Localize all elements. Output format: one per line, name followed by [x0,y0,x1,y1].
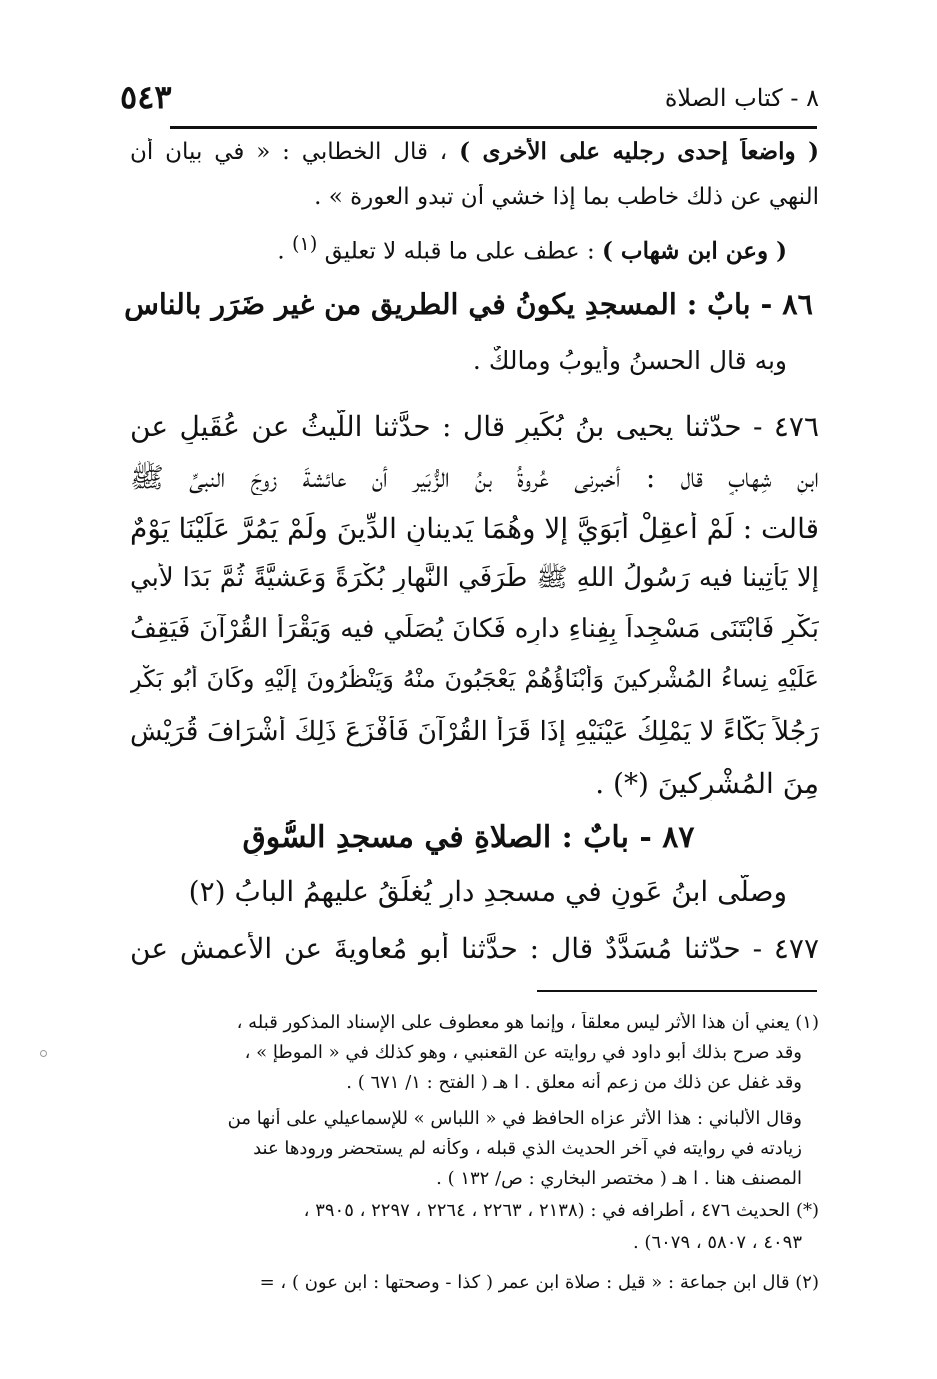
footnote-line: (٢) قال ابن جماعة : « قيل : صلاة ابن عمر ( كذا - وصحتها : ابن عون ) ، = [259,1272,819,1293]
hadith-476-line: رَجُلاً بَكَّاءً لا يَمْلِكُ عَيْنَيْهِ إذَا قَرَأَ القُرْآنَ فَأَفْزَعَ ذَلِكَ أَشْرَافَ قُرَيْشٍ [130,716,819,747]
footnote-line: (*) الحديث ٤٧٦ ، أطرافه في : (٢١٣٨ ، ٢٢٦٣ ، ٢٢٦٤ ، ٢٢٩٧ ، ٣٩٠٥ ، [303,1200,819,1221]
hadith-476-line: ابنِ شِهابٍ قال : أخبرني عُروةُ بنُ الزُّبَيرِ أن عائشةَ زوجَ النبيِّ ﷺ [130,461,819,494]
commentary-bold-phrase: ( واضعاً إحدى رجليه على الأخرى ) [459,138,819,165]
chapter-86-subline: وبه قال الحسنُ وأيوبُ ومالكٌ . [472,346,787,375]
hadith-476-line: إلا يَأْتِينا فيه رَسُولُ اللهِ ﷺ طَرَفَي النَّهارِ بُكْرَةً وَعَشيَّةً ثُمَّ بَدَا لأَبي [130,563,819,593]
commentary-line-2: النهي عن ذلك خاطب بما إذا خشي أن تبدو العورة » . [314,184,819,210]
period: . [277,238,285,265]
page-number: ٥٤٣ [120,78,172,116]
footnote-rule [537,990,817,992]
hadith-476-line: ٤٧٦ - حدّثنا يحيى بنُ بُكَيرٍ قال : حدَّثنا اللَّيثُ عن عُقَيلٍ عن [130,410,819,443]
footnote-line: ٤٠٩٣ ، ٥٨٠٧ ، ٦٠٧٩) . [632,1232,802,1253]
hadith-476-line: مِنَ المُشْرِكينَ (*) . [595,767,819,800]
margin-dot [40,1050,47,1057]
header-rule [170,126,817,129]
commentary-text: : عطف على ما قبله لا تعليق [324,238,595,265]
hadith-476-line: عَلَيْهِ نِساءُ المُشْرِكينَ وَأَبْنَاؤُهُمْ يَعْجَبُونَ منْهُ وَيَنْظُرُونَ إلَيْهِ وكَانَ أَبُو بَكْرٍ [130,665,819,693]
commentary-text: ، قال الخطابي : « في بيان أن [130,139,448,165]
commentary-line-3 [130,232,787,266]
chapter-87-subline: وصلَّى ابنُ عَونٍ في مسجدِ دارٍ يُغلَقُ عليهمُ البابُ (٢) [188,875,787,908]
chapter-heading-86: ٨٦ - بابٌ : المسجدِ يكونُ في الطريقِ من غيرِ ضَرَرٍ بالناسِ [124,287,813,321]
running-title: ٨ - كتاب الصلاة [664,84,819,112]
commentary-line-1 [130,138,819,167]
page-header [120,78,819,124]
footnote-line: (١) يعني أن هذا الأثر ليس معلقاً ، وإنما هو معطوف على الإسناد المذكور قبله ، [236,1012,819,1033]
commentary-bold-phrase: ( وعن ابن شهاب ) [602,237,787,265]
hadith-476-line: بَكْرٍ فَابْتَنَى مَسْجِداً بِفِناءِ دارِه فَكانَ يُصَلِّي فيه وَيَقْرَأُ القُرْآنَ فَيَقِفُ [130,614,819,644]
footnote-line: وقد غفل عن ذلك من زعم أنه معلق . ا هـ ( الفتح : ١/ ٦٧١ ) . [346,1072,802,1093]
hadith-476-line: قالت : لَمْ أَعقِلْ أَبَوَيَّ إلا وهُمَا يَدينانِ الدِّينَ ولَمْ يَمُرَّ عَلَيْنَا يَوْمٌ [130,512,819,545]
footnote-ref: (١) [292,232,318,255]
footnote-line: المصنف هنا . ا هـ ( مختصر البخاري : ص/ ١٣٢ ) . [436,1168,802,1189]
footnote-line: وقال الألباني : هذا الأثر عزاه الحافظ في « اللباس » للإسماعيلي على أنها من [227,1108,802,1129]
footnote-line: زيادته في روايته في آخر الحديث الذي قبله ، وكأنه لم يستحضر ورودها عند [253,1138,802,1159]
hadith-477-line: ٤٧٧ - حدّثنا مُسَدَّدٌ قال : حدَّثنا أبو مُعاويةَ عنِ الأعمشِ عن [130,932,819,965]
footnote-line: وقد صرح بذلك أبو داود في روايته عن القعنبي ، وهو كذلك في « الموطإ » ، [244,1042,802,1063]
chapter-heading-87: ٨٧ - بابٌ : الصلاةِ في مسجدِ السُّوقِ [242,820,695,855]
